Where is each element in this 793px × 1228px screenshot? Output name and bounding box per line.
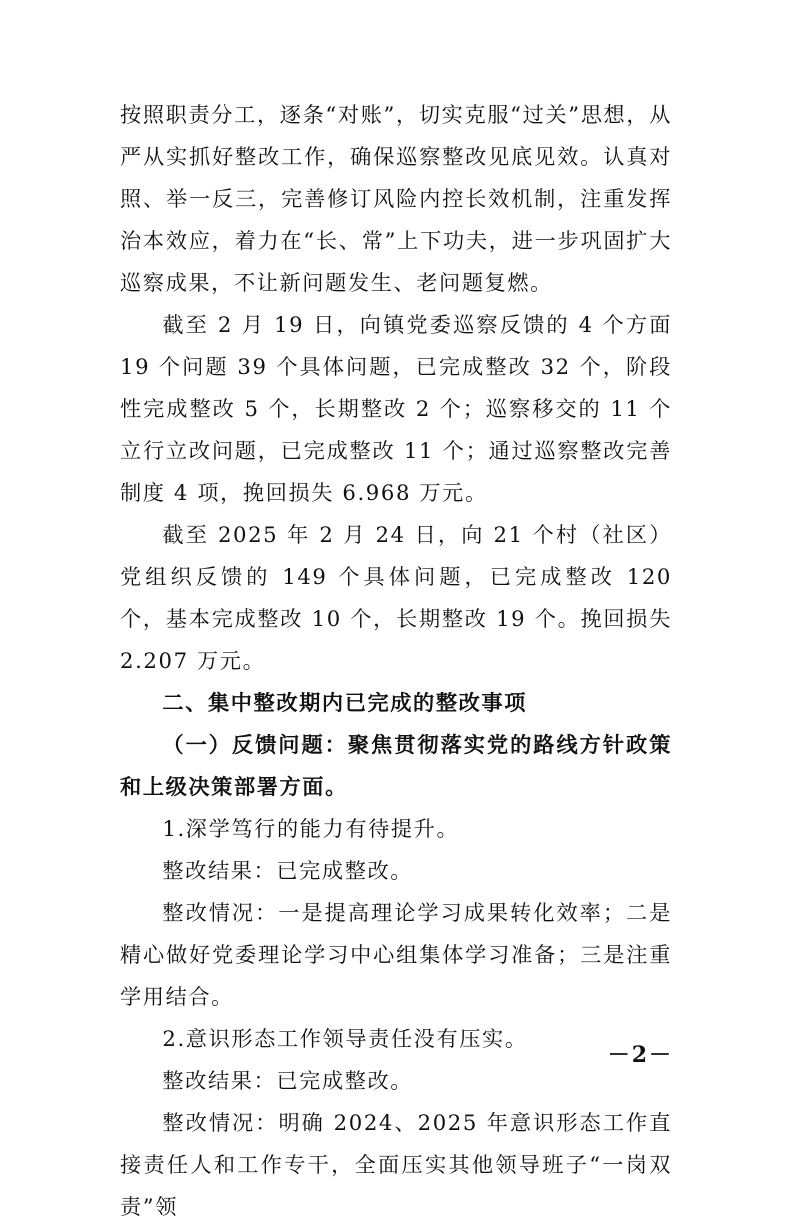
item-1-result: 整改结果：已完成整改。 [162, 858, 414, 883]
item-1-title: 1.深学笃行的能力有待提升。 [162, 816, 460, 841]
subsection-heading: （一）反馈问题：聚焦贯彻落实党的路线方针政策和上级决策部署方面。 [120, 732, 672, 799]
item-2-result: 整改结果：已完成整改。 [162, 1068, 414, 1093]
item-2-situation: 整改情况：明确 2024、2025 年意识形态工作直接责任人和工作专干，全面压实其他领导班子“一岗双责”领 [120, 1110, 672, 1219]
progress-paragraph-town: 截至 2 月 19 日，向镇党委巡察反馈的 4 个方面 19 个问题 39 个具体问题，已完成整改 32 个，阶段性完成整改 5 个，长期整改 2 个；巡察移交的 11 个立行立改问题，已完成整改 11 个；通过巡察整改完善制度 4 项，挽回损失 6.968 万元。 [120, 312, 672, 505]
section-heading: 二、集中整改期内已完成的整改事项 [162, 690, 527, 715]
progress-paragraph-villages: 截至 2025 年 2 月 24 日，向 21 个村（社区）党组织反馈的 149 个具体问题，已完成整改 120 个，基本完成整改 10 个，长期整改 19 个。挽回损失 2.207 万元。 [120, 522, 672, 673]
continuation-paragraph: 按照职责分工，逐条“对账”，切实克服“过关”思想，从严从实抓好整改工作，确保巡察整改见底见效。认真对照、举一反三，完善修订风险内控长效机制，注重发挥治本效应，着力在“长、常”上下功夫，进一步巩固扩大巡察成果，不让新问题发生、老问题复燃。 [120, 102, 672, 295]
page-number: －2－ [607, 1042, 673, 1068]
item-2-title: 2.意识形态工作领导责任没有压实。 [162, 1026, 528, 1051]
document-body [120, 94, 672, 1228]
item-1-situation: 整改情况：一是提高理论学习成果转化效率；二是精心做好党委理论学习中心组集体学习准备；三是注重学用结合。 [120, 900, 672, 1009]
